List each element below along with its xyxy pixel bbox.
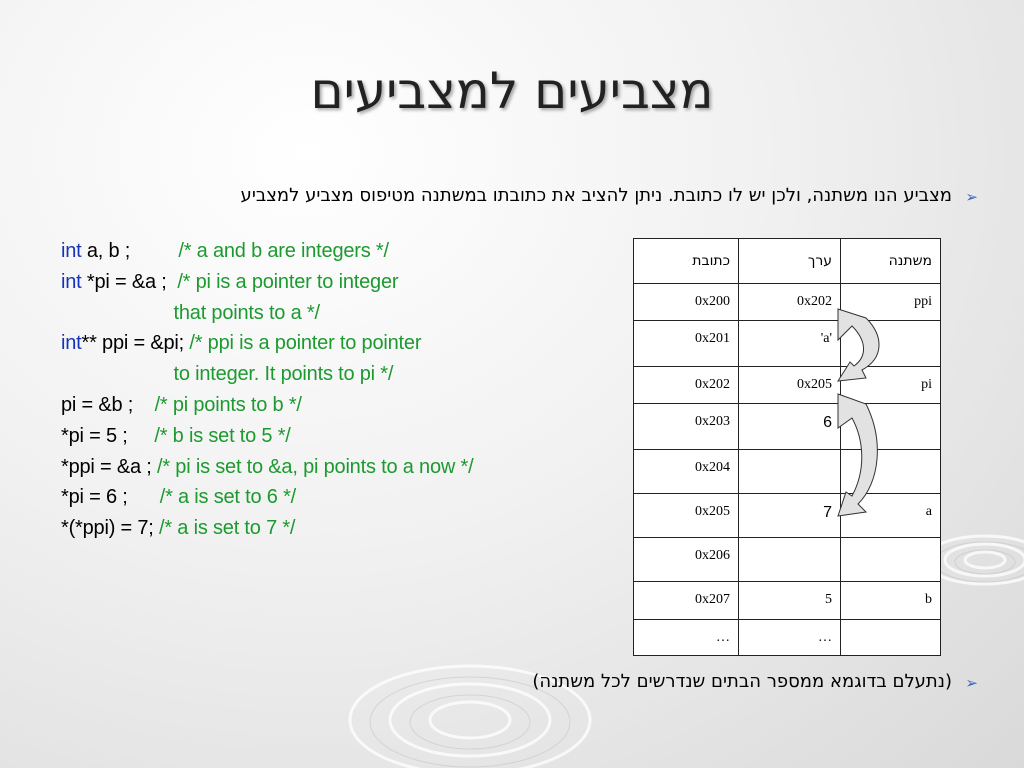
code-line (61, 298, 473, 329)
code-comment: /* a is set to 6 */ (159, 486, 297, 509)
bullet-pointer-to-pointer (92, 185, 978, 206)
cell-value: … (739, 620, 841, 656)
code-keyword: int (61, 270, 82, 293)
memory-table-body (634, 284, 941, 656)
code-line (61, 513, 473, 544)
code-line (61, 236, 473, 267)
cell-address: 0x200 (634, 284, 739, 321)
cell-variable: b (841, 582, 941, 620)
code-statement: *(*ppi) = 7; (61, 517, 160, 540)
code-comment: to integer. It points to pi */ (173, 363, 394, 386)
code-line (61, 328, 473, 359)
cell-value: 5 (739, 582, 841, 620)
code-statement: *ppi = &a ; (61, 455, 157, 478)
code-comment: that points to a */ (173, 301, 320, 324)
arrow-bullet-icon: ➢ (965, 674, 978, 692)
header-value: ערך (739, 239, 841, 284)
cell-address: … (634, 620, 739, 656)
code-comment: /* pi is a pointer to integer (177, 270, 399, 293)
arrow-bullet-icon: ➢ (965, 188, 978, 206)
cell-variable: a (841, 494, 941, 538)
cell-value: 'a' (739, 321, 841, 367)
code-statement: pi = &b ; (61, 393, 155, 416)
code-comment: /* pi is set to &a, pi points to a now */ (157, 455, 474, 478)
cell-value (739, 450, 841, 494)
code-comment: /* b is set to 5 */ (154, 424, 291, 447)
code-block (61, 236, 473, 544)
cell-variable (841, 450, 941, 494)
bullet-text: מצביע הנו משתנה, ולכן יש לו כתובת. ניתן להציב את כתובתו במשתנה מטיפוס מצביע למצביע (240, 185, 952, 206)
table-row (634, 620, 941, 656)
code-line (61, 482, 473, 513)
code-statement: a, b ; (81, 240, 179, 262)
code-statement (61, 363, 174, 385)
table-row (634, 450, 941, 494)
cell-address: 0x206 (634, 538, 739, 582)
cell-variable (841, 404, 941, 450)
cell-variable (841, 538, 941, 582)
cell-address: 0x202 (634, 367, 739, 404)
cell-address: 0x207 (634, 582, 739, 620)
cell-address: 0x201 (634, 321, 739, 367)
table-row (634, 321, 941, 367)
table-row (634, 367, 941, 404)
code-line (61, 452, 473, 483)
code-line (61, 390, 473, 421)
header-address: כתובת (634, 239, 739, 284)
cell-value: 7 (739, 494, 841, 538)
cell-variable (841, 321, 941, 367)
bullet-text: (נתעלם בדוגמא ממספר הבתים שנדרשים לכל משתנה) (532, 671, 952, 692)
code-statement: ** ppi = &pi; (81, 332, 190, 355)
cell-variable (841, 620, 941, 656)
code-line (61, 421, 473, 452)
code-comment: /* pi points to b */ (154, 393, 302, 416)
code-keyword: int (61, 240, 82, 262)
table-row (634, 494, 941, 538)
code-comment: /* a and b are integers */ (178, 240, 389, 262)
table-row (634, 538, 941, 582)
slide-title: מצביעים למצביעים (310, 62, 714, 120)
table-row (634, 404, 941, 450)
table-header-row (634, 239, 941, 284)
cell-variable: pi (841, 367, 941, 404)
code-line (61, 359, 473, 390)
code-comment: /* a is set to 7 */ (159, 517, 296, 540)
code-line (61, 267, 473, 298)
code-keyword: int (61, 332, 82, 355)
code-comment: /* ppi is a pointer to pointer (189, 332, 422, 355)
cell-value: 0x205 (739, 367, 841, 404)
cell-address: 0x205 (634, 494, 739, 538)
code-statement: *pi = 5 ; (61, 424, 155, 447)
memory-table (633, 238, 941, 656)
cell-address: 0x203 (634, 404, 739, 450)
cell-value: 6 (739, 404, 841, 450)
header-variable: משתנה (841, 239, 941, 284)
table-row (634, 582, 941, 620)
bullet-note (252, 671, 978, 692)
code-statement (61, 302, 174, 324)
table-row (634, 284, 941, 321)
cell-address: 0x204 (634, 450, 739, 494)
code-statement: *pi = &a ; (81, 270, 178, 293)
cell-variable: ppi (841, 284, 941, 321)
cell-value (739, 538, 841, 582)
cell-value: 0x202 (739, 284, 841, 321)
code-statement: *pi = 6 ; (61, 486, 160, 509)
